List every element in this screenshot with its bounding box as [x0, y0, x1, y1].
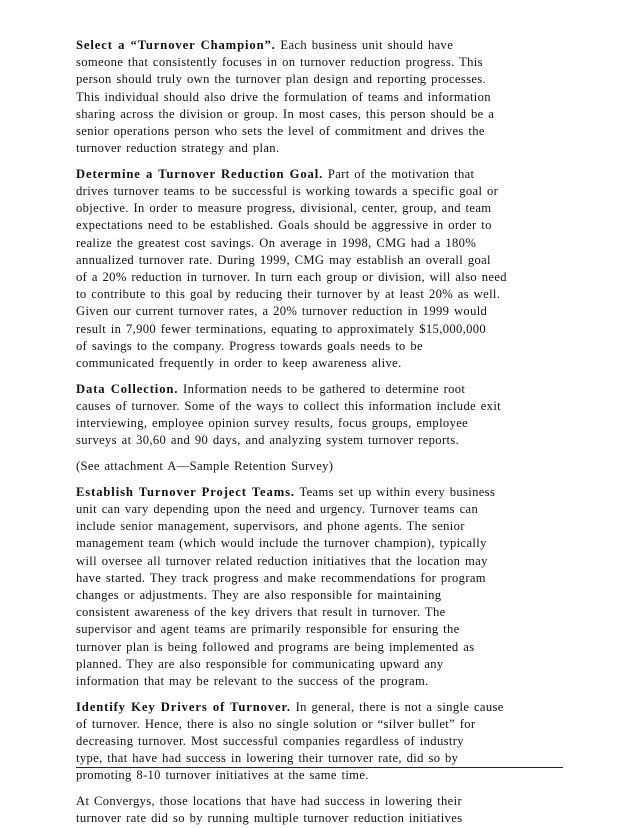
line-text: Each business unit should have	[275, 38, 454, 52]
text-line	[76, 415, 566, 432]
line-text: of a 20% reduction in turnover. In turn each group or division, will also need	[76, 270, 507, 285]
line-text: will oversee all turnover related reduction initiatives that the location may	[76, 553, 488, 568]
text-line	[76, 673, 566, 690]
text-line	[76, 89, 566, 106]
line-text: result in 7,900 fewer terminations, equating to approximately $15,000,000	[76, 321, 487, 336]
line-text: In general, there is not a single cause	[290, 699, 504, 714]
line-text: expectations need to be established. Goals should be aggressive in order to	[76, 218, 492, 233]
line-text: turnover reduction strategy and plan.	[76, 141, 280, 156]
text-line	[76, 716, 566, 733]
line-text: surveys at 30,60 and 90 days, and analyzing system turnover reports.	[76, 433, 460, 448]
line-text: turnover rate did so by running multiple turnover reduction initiatives	[76, 811, 463, 826]
text-line	[76, 398, 566, 415]
text-line	[76, 338, 566, 355]
text-line	[76, 810, 566, 827]
line-text: person should truly own the turnover plan design and reporting processes.	[76, 72, 487, 87]
text-line	[76, 252, 566, 269]
text-line	[76, 501, 566, 518]
text-line	[76, 570, 566, 587]
line-text: drives turnover teams to be successful is working towards a specific goal or	[76, 184, 499, 199]
paragraph	[76, 699, 566, 785]
line-text: Part of the motivation that	[323, 166, 475, 181]
text-line	[76, 518, 566, 535]
line-text: planned. They are also responsible for communicating upward any	[76, 656, 444, 671]
text-line	[76, 639, 566, 656]
paragraph	[76, 793, 566, 827]
paragraph	[76, 458, 566, 475]
line-text: promoting 8-10 turnover initiatives at the same time.	[76, 768, 369, 783]
line-text: decreasing turnover. Most successful companies regardless of industry	[76, 734, 464, 749]
text-line	[76, 183, 566, 200]
text-line	[76, 37, 566, 54]
text-line	[76, 166, 566, 183]
text-line	[76, 381, 566, 398]
line-text: changes or adjustments. They are also responsible for maintaining	[76, 588, 442, 602]
paragraph	[76, 166, 566, 372]
text-line	[76, 604, 566, 621]
paragraph-heading: Determine a Turnover Reduction Goal.	[76, 166, 324, 181]
line-text: communicated frequently in order to keep awareness alive.	[76, 355, 402, 370]
text-line	[76, 733, 566, 750]
document-body	[76, 37, 566, 828]
line-text: causes of turnover. Some of the ways to collect this information include exit	[76, 398, 502, 413]
line-text: This individual should also drive the formulation of teams and information	[76, 89, 491, 104]
text-line	[76, 587, 566, 604]
paragraph-heading: Select a “Turnover Champion”.	[76, 38, 276, 52]
line-text: type, that have had success in lowering their turnover rate, did so by	[76, 751, 459, 766]
line-text: Teams set up within every business	[294, 484, 496, 499]
line-text: interviewing, employee opinion survey results, focus groups, employee	[76, 416, 469, 431]
footer-rule	[76, 767, 563, 768]
paragraph-heading: Data Collection.	[76, 381, 179, 396]
line-text: realize the greatest cost savings. On average in 1998, CMG had a 180%	[76, 235, 477, 250]
text-line	[76, 553, 566, 570]
text-line	[76, 217, 566, 234]
line-text: At Convergys, those locations that have had success in lowering their	[76, 794, 463, 809]
text-line	[76, 750, 566, 767]
line-text: include senior management, supervisors, and phone agents. The senior	[76, 519, 465, 534]
line-text: Information needs to be gathered to determine root	[178, 381, 466, 396]
line-text: annualized turnover rate. During 1999, CMG may establish an overall goal	[76, 252, 491, 267]
text-line	[76, 106, 566, 123]
text-line	[76, 235, 566, 252]
text-line	[76, 535, 566, 552]
line-text: unit can vary depending upon the need and urgency. Turnover teams can	[76, 502, 479, 517]
text-line	[76, 432, 566, 449]
line-text: management team (which would include the turnover champion), typically	[76, 536, 487, 551]
text-line	[76, 484, 566, 501]
text-line	[76, 458, 566, 475]
line-text: supervisor and agent teams are primarily responsible for ensuring the	[76, 622, 460, 637]
text-line	[76, 321, 566, 338]
paragraph-heading: Establish Turnover Project Teams.	[76, 484, 295, 499]
line-text: information that may be relevant to the success of the program.	[76, 673, 429, 688]
line-text: have started. They track progress and make recommendations for program	[76, 570, 486, 585]
text-line	[76, 621, 566, 638]
text-line	[76, 123, 566, 140]
text-line	[76, 286, 566, 303]
line-text: consistent awareness of the key drivers that result in turnover. The	[76, 605, 446, 620]
line-text: sharing across the division or group. In most cases, this person should be a	[76, 106, 495, 121]
paragraph	[76, 381, 566, 450]
line-text: objective. In order to measure progress, divisional, center, group, and team	[76, 201, 492, 216]
line-text: someone that consistently focuses in on turnover reduction progress. This	[76, 55, 483, 70]
text-line	[76, 71, 566, 88]
line-text: senior operations person who sets the level of commitment and drives the	[76, 123, 485, 138]
text-line	[76, 767, 566, 784]
line-text: turnover plan is being followed and programs are being implemented as	[76, 639, 475, 654]
text-line	[76, 200, 566, 217]
paragraph	[76, 37, 566, 157]
paragraph-heading: Identify Key Drivers of Turnover.	[76, 699, 291, 714]
line-text: of savings to the company. Progress towards goals needs to be	[76, 338, 423, 353]
line-text: (See attachment A—Sample Retention Survey)	[76, 459, 334, 474]
text-line	[76, 355, 566, 372]
text-line	[76, 269, 566, 286]
text-line	[76, 793, 566, 810]
text-line	[76, 140, 566, 157]
text-line	[76, 54, 566, 71]
paragraph	[76, 484, 566, 690]
text-line	[76, 656, 566, 673]
text-line	[76, 303, 566, 320]
line-text: to contribute to this goal by reducing their turnover by at least 20% as well.	[76, 287, 501, 302]
line-text: Given our current turnover rates, a 20% turnover reduction in 1999 would	[76, 304, 488, 319]
line-text: of turnover. Hence, there is also no single solution or “silver bullet” for	[76, 716, 476, 731]
text-line	[76, 699, 566, 716]
